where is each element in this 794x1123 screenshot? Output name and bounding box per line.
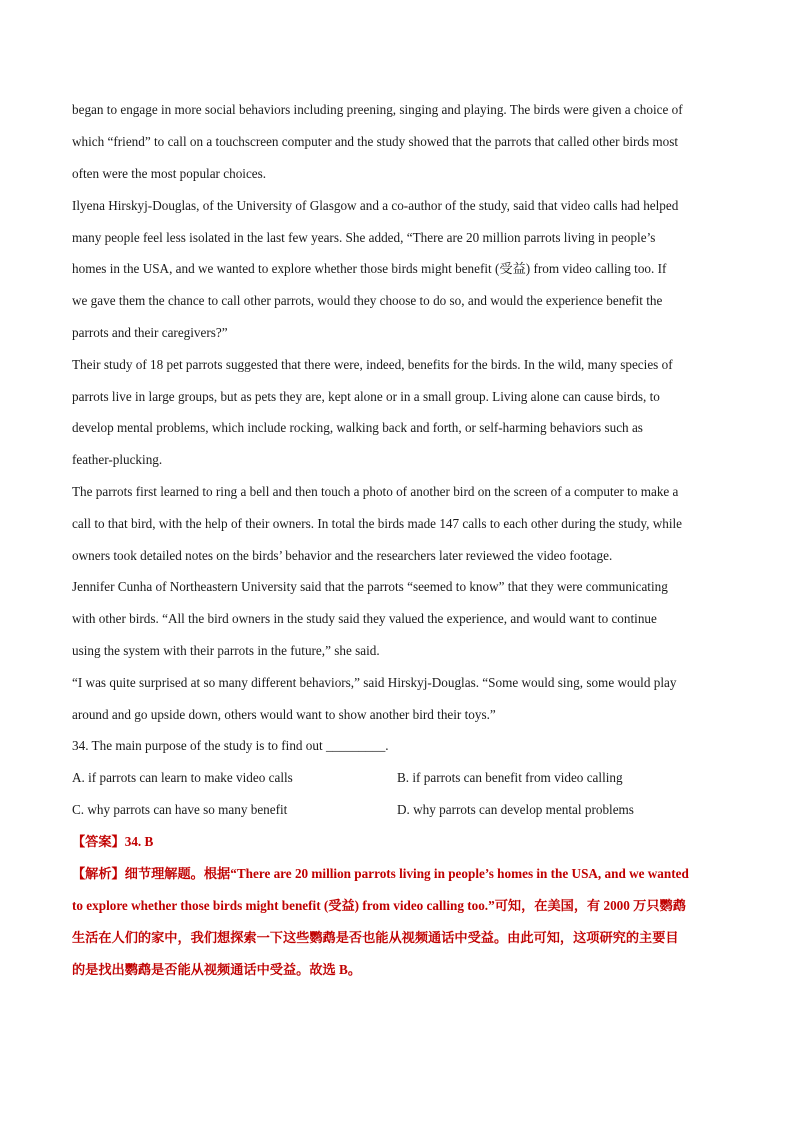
- passage-line: feather-plucking.: [72, 452, 163, 467]
- passage-line: with other birds. “All the bird owners in the study said they valued the experience, and would want to continue: [72, 611, 657, 626]
- passage-line: homes in the USA, and we wanted to explore whether those birds might benefit (受益) from video calling too. If: [72, 261, 667, 276]
- passage-line: Jennifer Cunha of Northeastern University said that the parrots “seemed to know” that they were communicating: [72, 579, 668, 594]
- passage-line: we gave them the chance to call other parrots, would they choose to do so, and would the experience benefit the: [72, 293, 663, 308]
- passage-line: call to that bird, with the help of their owners. In total the birds made 147 calls to each other during the study, while: [72, 516, 683, 531]
- passage-line: The parrots first learned to ring a bell and then touch a photo of another bird on the screen of a computer to make a: [72, 484, 679, 499]
- option-d: D. why parrots can develop mental problems: [397, 802, 634, 817]
- option-a: A. if parrots can learn to make video calls: [72, 770, 293, 785]
- passage-line: around and go upside down, others would want to show another bird their toys.”: [72, 707, 496, 722]
- question-stem: 34. The main purpose of the study is to find out _________.: [72, 738, 389, 753]
- answer-line: 【答案】34. B: [72, 834, 154, 849]
- passage-line: Their study of 18 pet parrots suggested that there were, indeed, benefits for the birds. In the wild, many species of: [72, 357, 673, 372]
- passage-line: using the system with their parrots in the future,” she said.: [72, 643, 380, 658]
- passage-line: which “friend” to call on a touchscreen computer and the study showed that the parrots that called other birds most: [72, 134, 679, 149]
- explanation-line: 【解析】细节理解题。根据“There are 20 million parrots living in people’s homes in the USA, and we wanted: [72, 866, 689, 881]
- passage-line: “I was quite surprised at so many different behaviors,” said Hirskyj-Douglas. “Some would sing, some would play: [72, 675, 677, 690]
- passage-line: owners took detailed notes on the birds’ behavior and the researchers later reviewed the video footage.: [72, 548, 613, 563]
- passage-line: began to engage in more social behaviors including preening, singing and playing. The birds were given a choice of: [72, 102, 683, 117]
- option-c: C. why parrots can have so many benefit: [72, 802, 288, 817]
- explanation-line: to explore whether those birds might benefit (受益) from video calling too.”可知，在美国，有 2000 万只鹦鹉: [72, 898, 686, 913]
- passage-line: develop mental problems, which include rocking, walking back and forth, or self-harming behaviors such as: [72, 420, 643, 435]
- passage-line: parrots and their caregivers?”: [72, 325, 228, 340]
- explanation-line: 生活在人们的家中，我们想探索一下这些鹦鹉是否也能从视频通话中受益。由此可知，这项研究的主要目: [72, 930, 679, 945]
- passage-line: often were the most popular choices.: [72, 166, 267, 181]
- passage-line: Ilyena Hirskyj-Douglas, of the University of Glasgow and a co-author of the study, said that video calls had helped: [72, 198, 679, 213]
- option-b: B. if parrots can benefit from video calling: [397, 770, 623, 785]
- passage-line: many people feel less isolated in the last few years. She added, “There are 20 million parrots living in people’s: [72, 230, 656, 245]
- passage-line: parrots live in large groups, but as pets they are, kept alone or in a small group. Living alone can cause birds, to: [72, 389, 660, 404]
- explanation-line: 的是找出鹦鹉是否能从视频通话中受益。故选 B。: [72, 962, 362, 977]
